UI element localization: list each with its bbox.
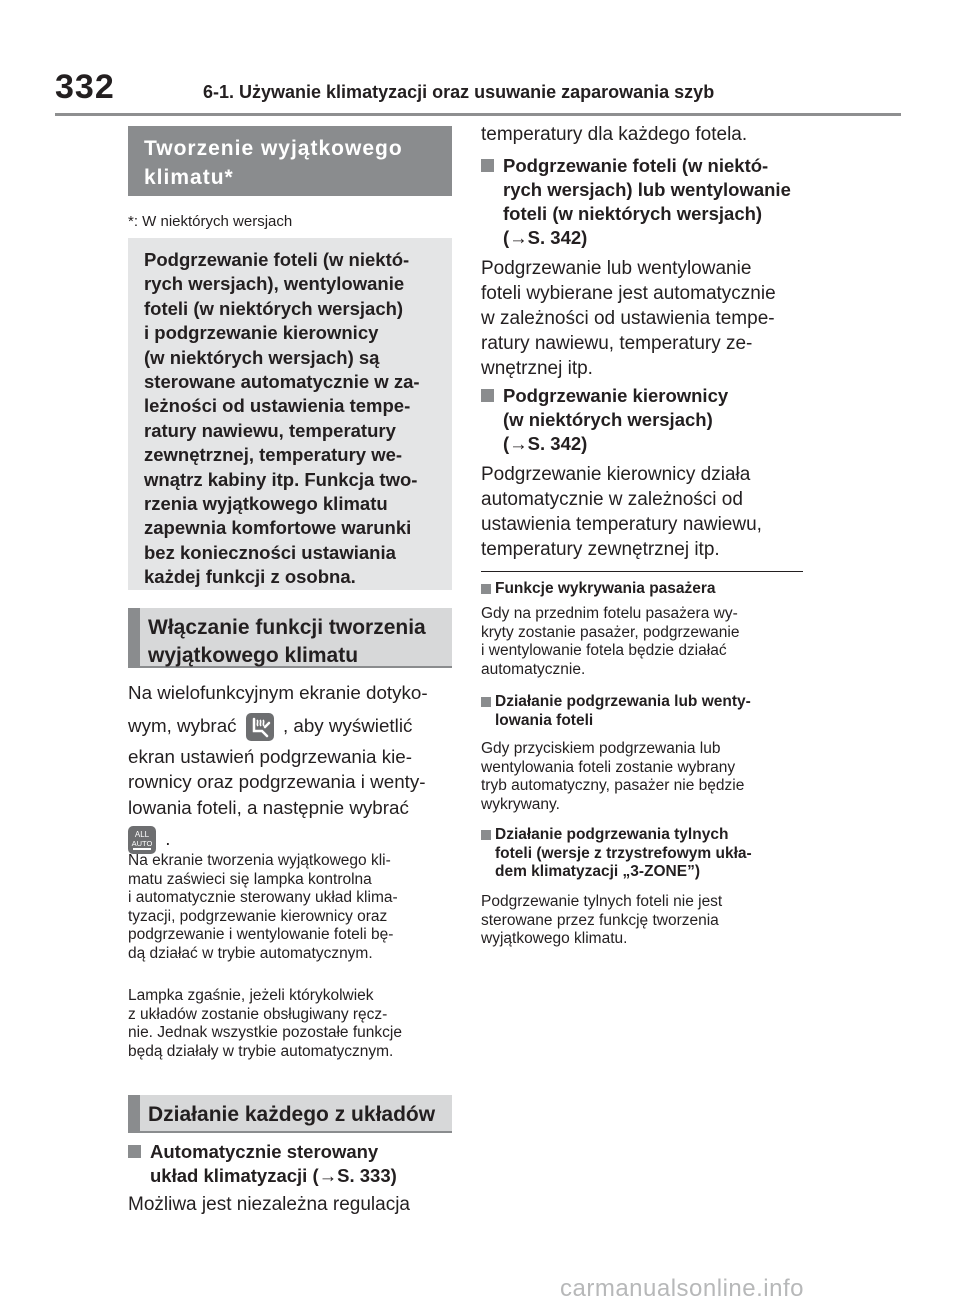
note-line: z układów zostanie obsługiwany ręcz- xyxy=(128,1005,388,1023)
text-line: Możliwa jest niezależna regulacja xyxy=(128,1194,410,1215)
section-heading xyxy=(128,1095,452,1133)
note-line: będą działały w trybie automatycznym. xyxy=(128,1042,394,1060)
info-text xyxy=(481,740,811,814)
intro-line: leżności od ustawienia tempe- xyxy=(144,395,411,417)
intro-line: zewnętrznej, temperatury we- xyxy=(144,444,403,466)
heading-line: foteli (wersje z trzystrefowym ukła- xyxy=(495,844,752,862)
info-line: sterowane przez funkcję tworzenia xyxy=(481,911,719,929)
section-heading xyxy=(128,608,452,668)
intro-box xyxy=(128,238,452,590)
all-auto-icon xyxy=(128,826,156,854)
seat-heater-icon xyxy=(246,713,274,741)
auto-label: AUTO xyxy=(131,839,153,849)
info-line: Podgrzewanie tylnych foteli nie jest xyxy=(481,893,723,910)
heading-line: Funkcje wykrywania pasażera xyxy=(495,580,716,597)
info-line: kryty zostanie pasażer, podgrzewanie xyxy=(481,623,740,641)
text-fragment: wym, wybrać xyxy=(128,714,237,736)
intro-line: ratury nawiewu, temperatury xyxy=(144,419,396,441)
heading-line: (→S. 342) xyxy=(503,433,588,454)
info-text xyxy=(481,893,811,949)
info-line: Gdy przyciskiem podgrzewania lub xyxy=(481,740,721,757)
square-bullet-icon xyxy=(481,697,491,707)
text-line: Podgrzewanie kierownicy działa xyxy=(481,464,751,485)
heading-line: Automatycznie sterowany xyxy=(150,1141,379,1162)
text-line: w zależności od ustawienia tempe- xyxy=(481,308,775,329)
paragraph xyxy=(481,122,811,147)
all-label: ALL xyxy=(134,830,150,840)
text-line: Podgrzewanie lub wentylowanie xyxy=(481,258,752,279)
text-line: lowania foteli, a następnie wybrać xyxy=(128,796,409,818)
paragraph xyxy=(481,256,811,381)
text-fragment: układ klimatyzacji ( xyxy=(150,1165,319,1186)
subsection-heading xyxy=(128,1140,470,1188)
intro-line: sterowane automatycznie w za- xyxy=(144,371,420,393)
note-paragraph xyxy=(128,987,458,1061)
intro-line: bez konieczności ustawiania xyxy=(144,541,396,563)
arrow-icon: → xyxy=(509,433,528,454)
info-line: tryb automatyczny, pasażer nie będzie xyxy=(481,777,745,795)
text-line: ekran ustawień podgrzewania kie- xyxy=(128,745,412,767)
intro-line: zapewnia komfortowe warunki xyxy=(144,517,412,539)
info-heading xyxy=(481,580,825,599)
text-line: temperatury dla każdego fotela. xyxy=(481,124,748,145)
info-line: automatycznie. xyxy=(481,660,586,678)
page-reference[interactable]: S. 342) xyxy=(527,433,588,454)
text-fragment: . xyxy=(165,828,171,849)
intro-line: Podgrzewanie foteli (w niektó- xyxy=(144,249,410,270)
heading-line: (→S. 342) xyxy=(503,227,588,248)
watermark: carmanualsonline.info xyxy=(560,1275,804,1302)
title-line: klimatu* xyxy=(144,166,234,189)
intro-line: wnątrz kabiny itp. Funkcja two- xyxy=(144,468,418,490)
divider xyxy=(481,571,803,572)
text-fragment: , aby wyświetlić xyxy=(282,714,413,736)
note-line: nie. Jednak wszystkie pozostałe funkcje xyxy=(128,1024,402,1042)
title-line: Tworzenie wyjątkowego xyxy=(144,137,403,160)
text-line: automatycznie w zależności od xyxy=(481,489,743,510)
page-number: 332 xyxy=(55,68,115,106)
text-line: temperatury zewnętrznej itp. xyxy=(481,539,720,560)
text-line xyxy=(128,824,458,854)
heading-line: wyjątkowego klimatu xyxy=(148,644,359,667)
square-bullet-icon xyxy=(481,159,494,172)
page-reference[interactable]: S. 333) xyxy=(337,1165,397,1186)
info-text xyxy=(481,605,811,679)
paragraph xyxy=(481,462,811,562)
heading-line: dem klimatyzacji „3-ZONE”) xyxy=(495,863,701,881)
intro-line: rych wersjach), wentylowanie xyxy=(144,273,405,295)
heading-line: Działanie podgrzewania lub wenty- xyxy=(495,693,751,710)
note-line: matu zaświeci się lampka kontrolna xyxy=(128,870,372,888)
heading-line: Włączanie funkcji tworzenia xyxy=(148,616,426,639)
note-line: tyzacji, podgrzewanie kierownicy oraz xyxy=(128,907,388,925)
info-line: wentylowania foteli zostanie wybrany xyxy=(481,758,736,776)
text-line: rownicy oraz podgrzewania i wenty- xyxy=(128,771,426,792)
section-title-bar xyxy=(128,126,452,196)
arrow-icon: → xyxy=(318,1165,338,1186)
page-header xyxy=(55,68,900,114)
subsection-heading xyxy=(481,154,833,250)
heading-line: foteli (w niektórych wersjach) xyxy=(503,203,763,224)
square-bullet-icon xyxy=(481,830,491,840)
header-rule xyxy=(55,113,901,116)
square-bullet-icon xyxy=(481,584,491,594)
note-line: Lampka zgaśnie, jeżeli którykolwiek xyxy=(128,987,374,1004)
note-line: podgrzewanie i wentylowanie foteli bę- xyxy=(128,926,394,944)
info-line: wykrywany. xyxy=(481,795,560,813)
info-line: wyjątkowego klimatu. xyxy=(481,930,628,948)
heading-line: Podgrzewanie foteli (w niektó- xyxy=(503,155,769,176)
heading-line: lowania foteli xyxy=(495,711,594,729)
chapter-title: 6-1. Używanie klimatyzacji oraz usuwanie zaparowania szyb xyxy=(203,82,715,102)
heading-line: Działanie każdego z układów xyxy=(148,1103,436,1126)
footnote: *: W niektórych wersjach xyxy=(128,213,293,230)
paragraph xyxy=(128,1192,458,1217)
subsection-heading xyxy=(481,384,833,456)
text-line xyxy=(128,710,458,742)
square-bullet-icon xyxy=(481,389,494,402)
note-line: dą działać w trybie automatycznym. xyxy=(128,944,373,962)
heading-line: (w niektórych wersjach) xyxy=(503,409,713,430)
heading-line: rych wersjach) lub wentylowanie xyxy=(503,179,791,200)
note-paragraph xyxy=(128,852,458,964)
text-line: foteli wybierane jest automatycznie xyxy=(481,283,776,304)
intro-line: każdej funkcji z osobna. xyxy=(144,566,356,588)
text-line: wnętrznej itp. xyxy=(481,358,593,379)
text-line: ratury nawiewu, temperatury ze- xyxy=(481,333,753,354)
paragraph xyxy=(128,680,458,854)
text-line: Na wielofunkcyjnym ekranie dotyko- xyxy=(128,682,428,703)
intro-line: i podgrzewanie kierownicy xyxy=(144,322,379,344)
text-line: ustawienia temperatury nawiewu, xyxy=(481,514,762,535)
note-line: i automatycznie sterowany układ klima- xyxy=(128,889,398,907)
info-line: Gdy na przednim fotelu pasażera wy- xyxy=(481,605,738,622)
square-bullet-icon xyxy=(128,1145,141,1158)
heading-line: Działanie podgrzewania tylnych xyxy=(495,826,729,843)
heading-line xyxy=(150,1164,470,1188)
note-line: Na ekranie tworzenia wyjątkowego kli- xyxy=(128,852,391,869)
arrow-icon: → xyxy=(509,227,528,248)
page-reference[interactable]: S. 342) xyxy=(527,227,588,248)
intro-line: rzenia wyjątkowego klimatu xyxy=(144,493,388,515)
intro-line: foteli (w niektórych wersjach) xyxy=(144,297,404,319)
info-heading xyxy=(481,693,825,730)
intro-line: (w niektórych wersjach) są xyxy=(144,346,380,368)
info-line: i wentylowanie fotela będzie działać xyxy=(481,642,727,660)
info-heading xyxy=(481,826,825,882)
heading-line: Podgrzewanie kierownicy xyxy=(503,385,729,406)
